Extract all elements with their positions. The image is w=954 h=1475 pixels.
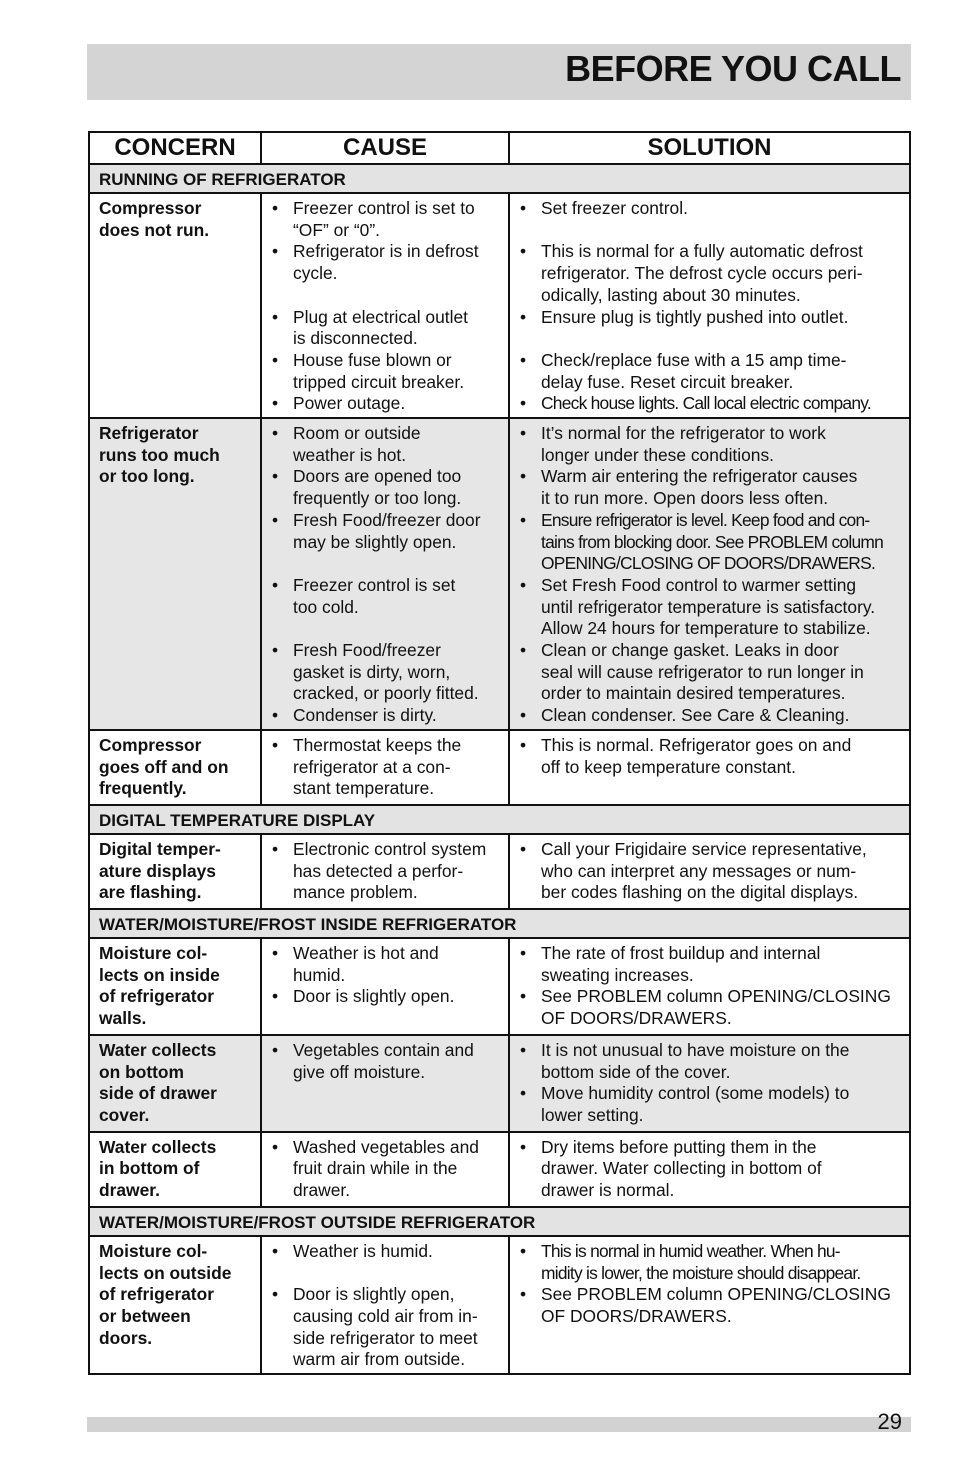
cause-cell: [261, 1035, 509, 1132]
table-row: [89, 938, 910, 1035]
concern-cell: Compressor goes off and on frequently.: [89, 730, 261, 805]
table-row: [89, 730, 910, 805]
cause-item: • Weather is humid.: [272, 1241, 502, 1263]
column-header-cause: CAUSE: [261, 132, 509, 164]
cause-item: • Fresh Food/freezer gasket is dirty, worn, cracked, or poorly fitted.: [272, 640, 502, 705]
cause-item: • Plug at electrical outlet is disconnected.: [272, 307, 502, 350]
cause-item: • Freezer control is set to “OF” or “0”.: [272, 198, 502, 241]
section-header: DIGITAL TEMPERATURE DISPLAY: [89, 805, 910, 834]
cause-item: • Door is slightly open, causing cold air from in- side refrigerator to meet warm air from outside.: [272, 1284, 502, 1371]
solution-item: • Clean condenser. See Care & Cleaning.: [520, 705, 903, 727]
column-header-concern: CONCERN: [89, 132, 261, 164]
section-header: WATER/MOISTURE/FROST OUTSIDE REFRIGERATOR: [89, 1207, 910, 1236]
solution-item: • This is normal for a fully automatic defrost refrigerator. The defrost cycle occurs peri- odically, lasting about 30 minutes.: [520, 241, 903, 306]
page-header: [87, 44, 911, 100]
table-row: [89, 1236, 910, 1374]
solution-item: • Move humidity control (some models) to lower setting.: [520, 1083, 903, 1126]
solution-cell: [509, 418, 910, 730]
footer-bar: [87, 1417, 911, 1432]
cause-item: • Power outage.: [272, 393, 502, 415]
table-row: [89, 1132, 910, 1207]
concern-cell: Water collects on bottom side of drawer cover.: [89, 1035, 261, 1132]
cause-item: • Condenser is dirty.: [272, 705, 502, 727]
concern-cell: Water collects in bottom of drawer.: [89, 1132, 261, 1207]
solution-item: • Ensure plug is tightly pushed into outlet.: [520, 307, 903, 329]
solution-item: • This is normal. Refrigerator goes on and off to keep temperature constant.: [520, 735, 903, 778]
solution-item: • Clean or change gasket. Leaks in door seal will cause refrigerator to run longer in order to maintain desired temperatures.: [520, 640, 903, 705]
solution-item: • The rate of frost buildup and internal sweating increases.: [520, 943, 903, 986]
solution-item: • Check house lights. Call local electric company.: [520, 393, 903, 415]
column-header-solution: SOLUTION: [509, 132, 910, 164]
solution-item: • Warm air entering the refrigerator causes it to run more. Open doors less often.: [520, 466, 903, 509]
solution-cell: [509, 938, 910, 1035]
solution-item: • Dry items before putting them in the drawer. Water collecting in bottom of drawer is normal.: [520, 1137, 903, 1202]
solution-item: • Set freezer control.: [520, 198, 903, 220]
section-header: RUNNING OF REFRIGERATOR: [89, 164, 910, 193]
cause-item: • Fresh Food/freezer door may be slightly open.: [272, 510, 502, 553]
cause-item: • Door is slightly open.: [272, 986, 502, 1008]
cause-cell: [261, 418, 509, 730]
cause-item: • Doors are opened too frequently or too long.: [272, 466, 502, 509]
solution-item: • Call your Frigidaire service representative, who can interpret any messages or num- ber codes flashing on the digital displays.: [520, 839, 903, 904]
cause-item: • Electronic control system has detected a perfor- mance problem.: [272, 839, 502, 904]
solution-cell: [509, 730, 910, 805]
solution-item: • It is not unusual to have moisture on the bottom side of the cover.: [520, 1040, 903, 1083]
cause-cell: [261, 730, 509, 805]
cause-item: • Freezer control is set too cold.: [272, 575, 502, 618]
concern-cell: Refrigerator runs too much or too long.: [89, 418, 261, 730]
solution-cell: [509, 1035, 910, 1132]
concern-cell: Compressor does not run.: [89, 193, 261, 418]
cause-cell: [261, 938, 509, 1035]
cause-item: • Vegetables contain and give off moisture.: [272, 1040, 502, 1083]
cause-cell: [261, 193, 509, 418]
solution-cell: [509, 1236, 910, 1374]
concern-cell: Digital temper- ature displays are flashing.: [89, 834, 261, 909]
cause-item: • Refrigerator is in defrost cycle.: [272, 241, 502, 284]
cause-item: • House fuse blown or tripped circuit breaker.: [272, 350, 502, 393]
section-header: WATER/MOISTURE/FROST INSIDE REFRIGERATOR: [89, 909, 910, 938]
solution-item: • Set Fresh Food control to warmer setting until refrigerator temperature is satisfactory. Allow 24 hours for temperature to stabilize.: [520, 575, 903, 640]
solution-cell: [509, 193, 910, 418]
cause-item: • Room or outside weather is hot.: [272, 423, 502, 466]
solution-cell: [509, 1132, 910, 1207]
troubleshooting-table: [88, 131, 911, 1375]
solution-item: • See PROBLEM column OPENING/CLOSING OF DOORS/DRAWERS.: [520, 986, 903, 1029]
table-header: [89, 132, 910, 164]
table-row: [89, 418, 910, 730]
solution-cell: [509, 834, 910, 909]
cause-cell: [261, 1236, 509, 1374]
table-row: [89, 834, 910, 909]
solution-item: • This is normal in humid weather. When hu- midity is lower, the moisture should disappear.: [520, 1241, 903, 1284]
concern-cell: Moisture col- lects on outside of refrigerator or between doors.: [89, 1236, 261, 1374]
page-title: BEFORE YOU CALL: [565, 48, 901, 89]
cause-cell: [261, 1132, 509, 1207]
solution-item: • See PROBLEM column OPENING/CLOSING OF DOORS/DRAWERS.: [520, 1284, 903, 1327]
cause-item: • Washed vegetables and fruit drain while in the drawer.: [272, 1137, 502, 1202]
concern-cell: Moisture col- lects on inside of refrigerator walls.: [89, 938, 261, 1035]
solution-item: • Check/replace fuse with a 15 amp time- delay fuse. Reset circuit breaker.: [520, 350, 903, 393]
cause-item: • Weather is hot and humid.: [272, 943, 502, 986]
table-row: [89, 193, 910, 418]
solution-item: • It’s normal for the refrigerator to work longer under these conditions.: [520, 423, 903, 466]
solution-item: • Ensure refrigerator is level. Keep food and con- tains from blocking door. See PROBLEM column OPENING/CLOSING OF DOORS/DRAWERS.: [520, 510, 903, 575]
cause-item: • Thermostat keeps the refrigerator at a con- stant temperature.: [272, 735, 502, 800]
page-number: 29: [877, 1409, 902, 1434]
table-row: [89, 1035, 910, 1132]
cause-cell: [261, 834, 509, 909]
